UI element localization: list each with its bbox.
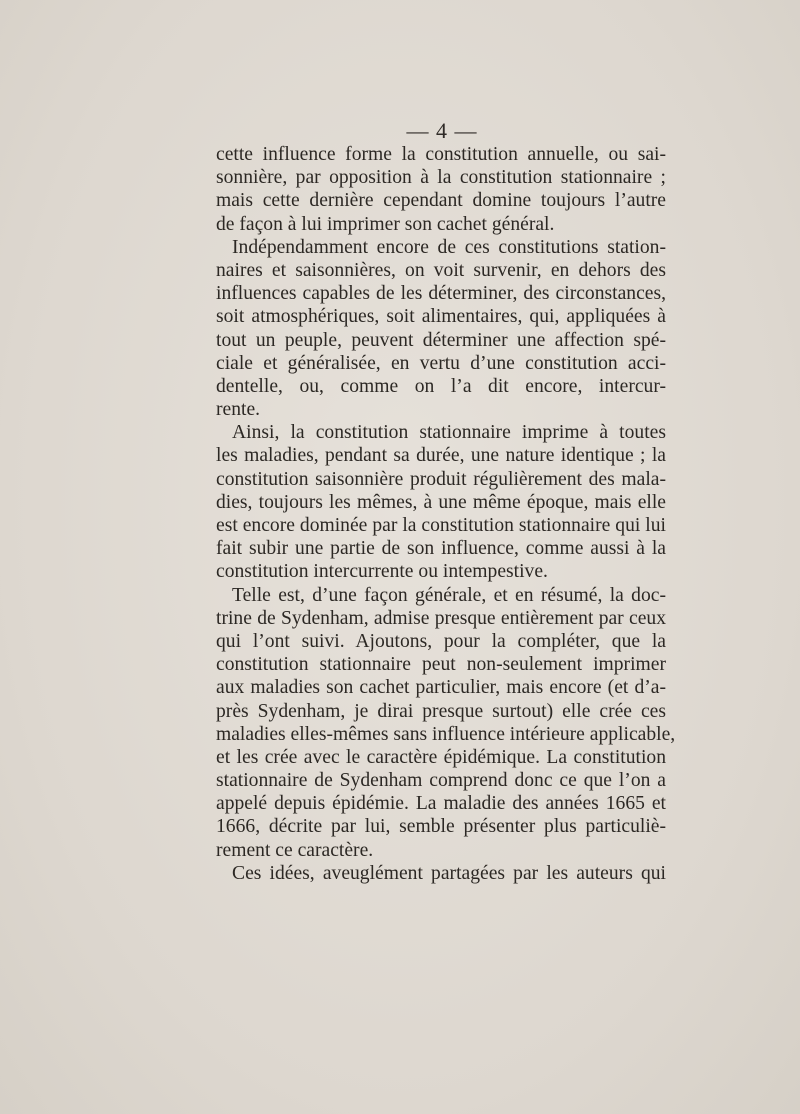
text-line: dies, toujours les mêmes, à une même époque, mais elle: [216, 491, 666, 513]
text-line: soit atmosphériques, soit alimentaires, qui, appliquées à: [216, 306, 666, 328]
text-line: sonnière, par opposition à la constitution stationnaire ;: [216, 167, 666, 189]
text-line: rente.: [216, 399, 261, 421]
body-text: [216, 143, 676, 885]
text-line: Ainsi, la constitution stationnaire imprime à toutes: [232, 422, 666, 444]
text-line: 1666, décrite par lui, semble présenter plus particuliè-: [216, 816, 666, 838]
text-line: constitution stationnaire peut non-seulement imprimer: [216, 654, 666, 676]
text-line: trine de Sydenham, admise presque entièrement par ceux: [216, 607, 666, 629]
text-line: de façon à lui imprimer son cachet général.: [216, 213, 555, 235]
text-line: Telle est, d’une façon générale, et en résumé, la doc-: [232, 584, 666, 606]
text-line: stationnaire de Sydenham comprend donc ce que l’on a: [216, 770, 666, 792]
text-line: Ces idées, aveuglément partagées par les auteurs qui: [232, 862, 666, 884]
text-line: près Sydenham, je dirai presque surtout) elle crée ces: [216, 700, 666, 722]
text-line: est encore dominée par la constitution stationnaire qui lui: [216, 515, 666, 536]
text-line: naires et saisonnières, on voit survenir, en dehors des: [216, 259, 666, 281]
text-line: Indépendamment encore de ces constitutions station-: [232, 236, 666, 258]
text-line: qui l’ont suivi. Ajoutons, pour la compléter, que la: [216, 630, 666, 652]
text-line: et les crée avec le caractère épidémique. La constitution: [216, 746, 666, 768]
text-line: constitution saisonnière produit régulièrement des mala-: [216, 468, 666, 490]
text-line: constitution intercurrente ou intempestive.: [216, 561, 548, 583]
text-line: aux maladies son cachet particulier, mais encore (et d’a-: [216, 677, 666, 699]
text-line: les maladies, pendant sa durée, une nature identique ; la: [216, 445, 666, 467]
text-line: maladies elles-mêmes sans influence intérieure applicable,: [216, 723, 676, 745]
text-line: fait subir une partie de son influence, comme aussi à la: [216, 538, 666, 560]
text-line: influences capables de les déterminer, des circonstances,: [216, 283, 666, 305]
page-number: — 4 —: [406, 118, 478, 143]
text-line: appelé depuis épidémie. La maladie des années 1665 et: [216, 793, 666, 815]
text-line: cette influence forme la constitution annuelle, ou sai-: [216, 144, 666, 165]
text-line: ciale et généralisée, en vertu d’une constitution acci-: [216, 352, 666, 374]
text-line: mais cette dernière cependant domine toujours l’autre: [216, 190, 666, 212]
text-line: tout un peuple, peuvent déterminer une affection spé-: [216, 329, 666, 351]
text-line: dentelle, ou, comme on l’a dit encore, intercur-: [216, 375, 666, 397]
text-line: rement ce caractère.: [216, 839, 374, 861]
